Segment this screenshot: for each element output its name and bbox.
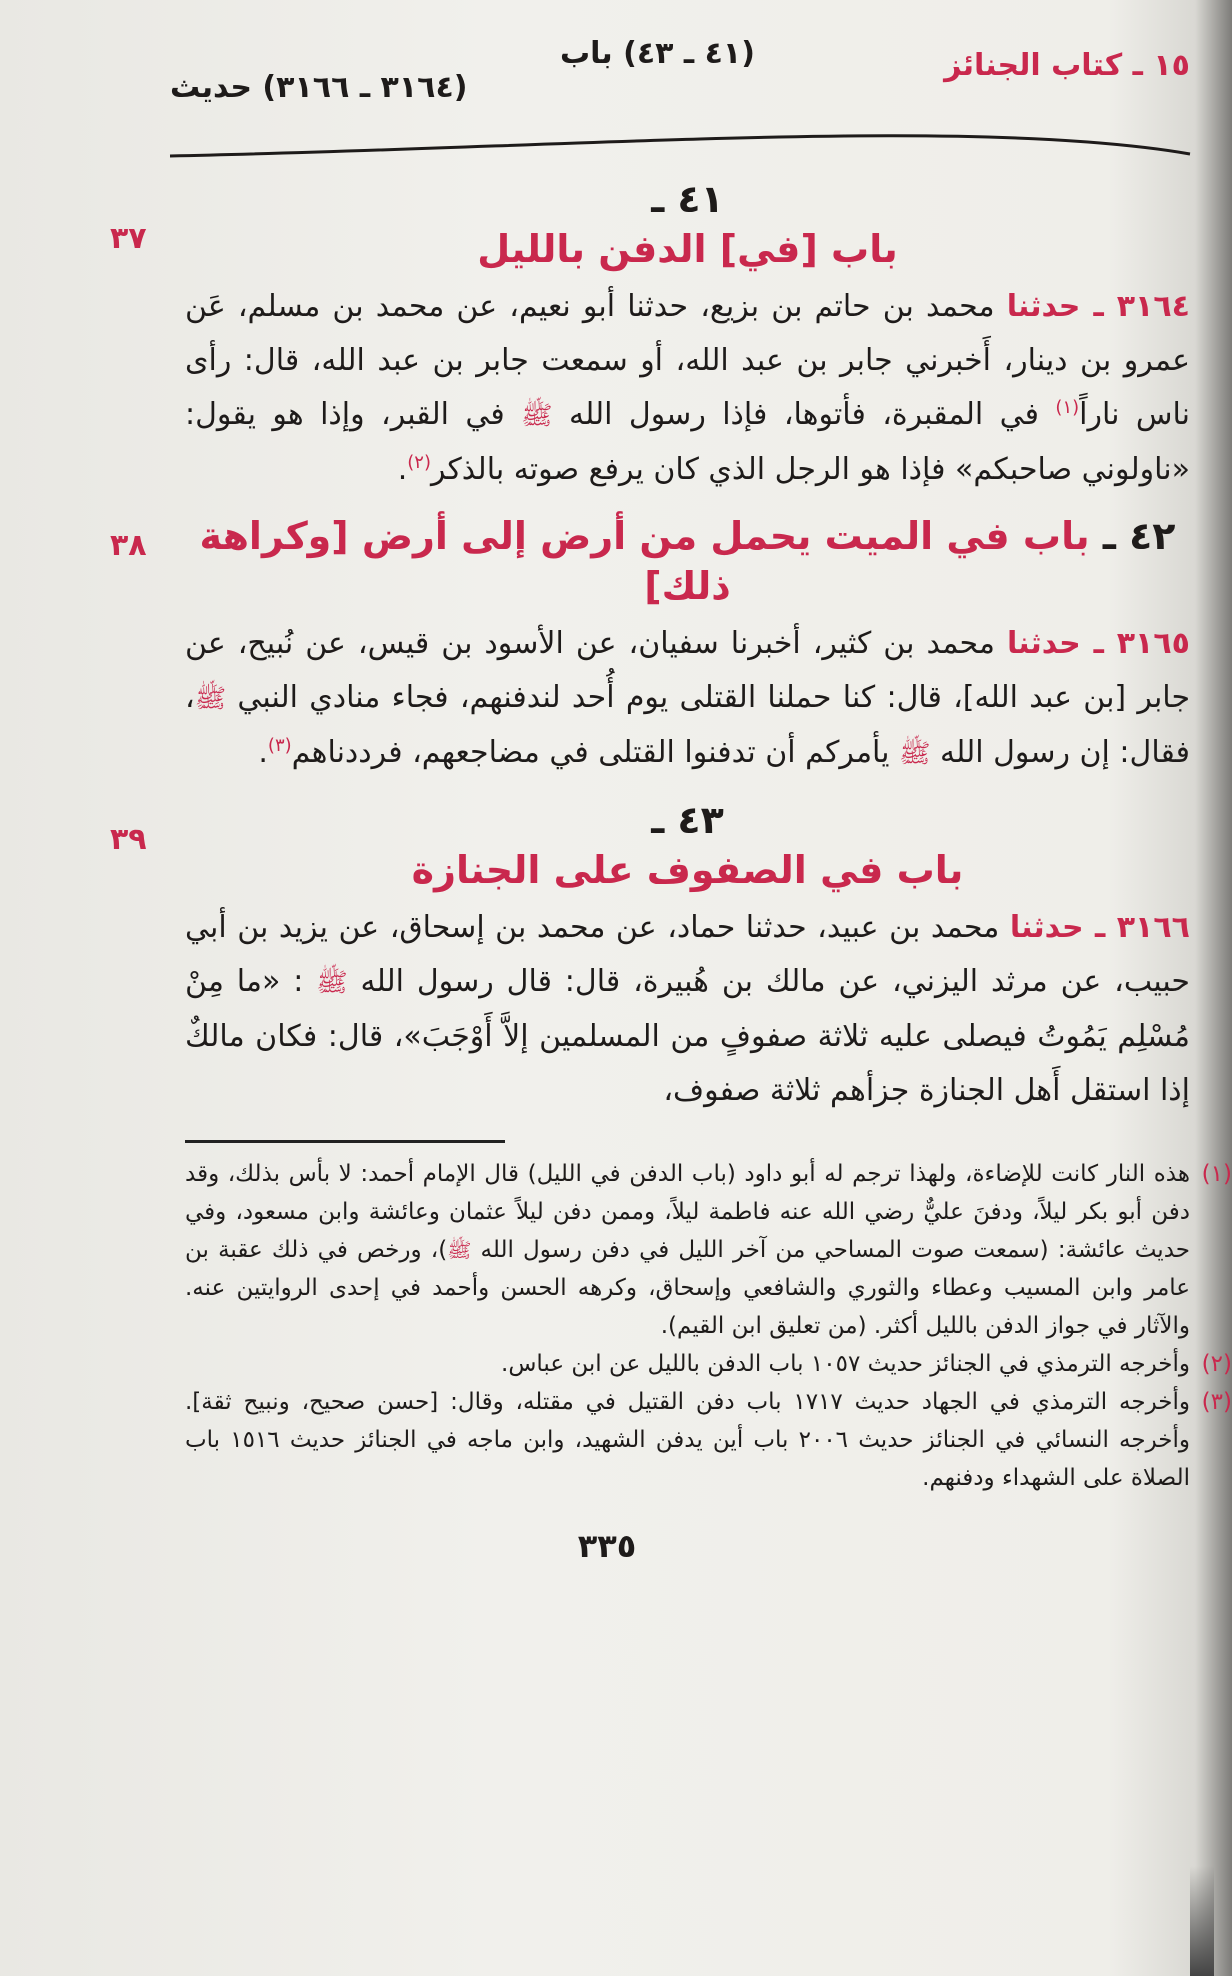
footnote-3 [185,1383,1232,1497]
footnote-text: )، ورخص في ذلك عقبة بن عامر وابن المسيب وعطاء والثوري والشافعي وإسحاق، وكرهه الحسن وأحمد في إحدى الروايتين عنه. والآثار في جواز الدفن بالليل أكثر. (من تعليق ابن القيم). [185,1237,1190,1339]
hadith-text: محمد بن عبيد، حدثنا حماد، عن محمد بن إسحاق، عن يزيد بن أبي حبيب، عن مرثد اليزني، عن مالك بن هُبيرة، قال: قال رسول الله [185,910,1190,999]
footnote-ref[interactable]: (٣) [267,735,292,756]
footnote-text: وأخرجه الترمذي في الجهاد حديث ١٧١٧ باب دفن القتيل في مقتله، وقال: [حسن صحيح، ونبيح ثقة]. وأخرجه النسائي في الجنائز حديث ٢٠٠٦ باب أين يدفن الشهيد، وابن ماجه في الجنائز حديث ١٥١٦ باب الصلاة على الشهداء ودفنهم. [185,1389,1190,1491]
chapter-heading-42 [110,511,1190,611]
footnote-number: (٢) [1201,1351,1232,1377]
hadith-3165 [185,617,1190,781]
footnote-ref[interactable]: (١) [1055,397,1080,418]
hadith-text: محمد بن حاتم بن بزيع، حدثنا أبو نعيم، عن محمد بن مسلم، عَن عمرو بن دينار، أَخبرني جابر بن عبد الله، أو سمعت جابر بن عبد الله، قال: رأى ناس ناراً [185,289,1190,432]
footnote-number: (٣) [1201,1389,1232,1415]
salutation-icon: ﷺ [899,739,931,769]
page-number: ٣٣٥ [577,1527,637,1565]
chapter-title: باب في الصفوف على الجنازة [411,848,964,892]
salutation-icon: ﷺ [194,684,227,714]
hadith-text: ، فقال: إن رسول الله [185,680,1190,770]
footnote-ref[interactable]: (٢) [407,452,431,473]
hadith-number: ٣١٦٤ ـ حدثنا [1006,289,1190,324]
hadith-text: يأمركم أن تدفنوا القتلى في مضاجعهم، فرددناهم [291,735,890,770]
hadith-text: . [258,735,268,770]
hadith-number: ٣١٦٦ ـ حدثنا [1009,910,1190,945]
chapter-heading-43 [110,795,1190,895]
salutation-icon: ﷺ [316,968,348,998]
chapter-title: باب [في] الدفن بالليل [477,227,898,271]
margin-number: ٣٩ [110,822,147,857]
running-header-hadiths: (٣١٦٤ ـ ٣١٦٦) حديث [170,70,468,105]
hadith-3164 [185,280,1190,497]
footnote-text: وأخرجه الترمذي في الجنائز حديث ١٠٥٧ باب الدفن بالليل عن ابن عباس. [501,1351,1190,1377]
header-divider [170,120,1190,160]
chapter-number: ٤١ ـ [651,177,724,221]
margin-number: ٣٧ [110,221,147,256]
running-header-chapters: (٤١ ـ ٤٣) باب [560,36,755,71]
hadith-text: في القبر، وإذا هو يقول: «ناولوني صاحبكم» فإذا هو الرجل الذي كان يرفع صوته بالذكر [185,397,1190,487]
footnote-2 [185,1345,1232,1383]
footnote-text: هذه النار كانت للإضاءة، ولهذا ترجم له أبو داود (باب الدفن في الليل) قال الإمام أحمد: لا بأس بذلك، وقد دفن أبو بكر ليلاً، ودفنَ عليٌّ رضي الله عنه فاطمة ليلاً، وممن دفن ليلاً عثمان وعائشة وابن مسعود، وفي حديث عائشة: (سمعت صوت المساحي من آخر الليل في دفن رسول الله [185,1161,1190,1263]
footnote-number: (١) [1201,1161,1232,1187]
hadith-number: ٣١٦٥ ـ حدثنا [1006,626,1190,661]
page-corner-shadow [1190,1866,1214,1976]
salutation-icon: ﷺ [447,1238,472,1262]
hadith-text: في المقبرة، فأتوها، فإذا رسول الله [568,397,1039,432]
margin-number: ٣٨ [110,528,147,563]
footnote-divider [185,1140,505,1143]
hadith-text: . [397,452,408,487]
chapter-heading-41 [110,174,1190,274]
hadith-text: : «ما مِنْ مُسْلِم يَمُوتُ فيصلى عليه ثلاثة صفوفٍ من المسلمين إلاَّ أَوْجَبَ»، قال: فكان مالكٌ إذا استقل أَهل الجنازة جزأهم ثلاثة صفوف، [185,964,1190,1108]
hadith-3166 [185,901,1190,1118]
chapter-number: ٤٣ ـ [651,798,724,842]
chapter-number: ٤٢ ـ [1102,514,1176,558]
chapter-title: باب في الميت يحمل من أرض إلى أرض [وكراهة ذلك] [199,514,1090,608]
running-header-book-title: ١٥ ـ كتاب الجنائز [944,48,1190,83]
footnote-1 [185,1155,1232,1345]
page-body [110,174,1232,1497]
hadith-text: محمد بن كثير، أخبرنا سفيان، عن الأسود بن قيس، عن نُبيح، عن جابر [بن عبد الله]، قال: كنا حملنا القتلى يوم أُحد لندفنهم، فجاء منادي النبي [185,626,1190,715]
running-header [170,0,1190,120]
salutation-icon: ﷺ [521,401,553,431]
